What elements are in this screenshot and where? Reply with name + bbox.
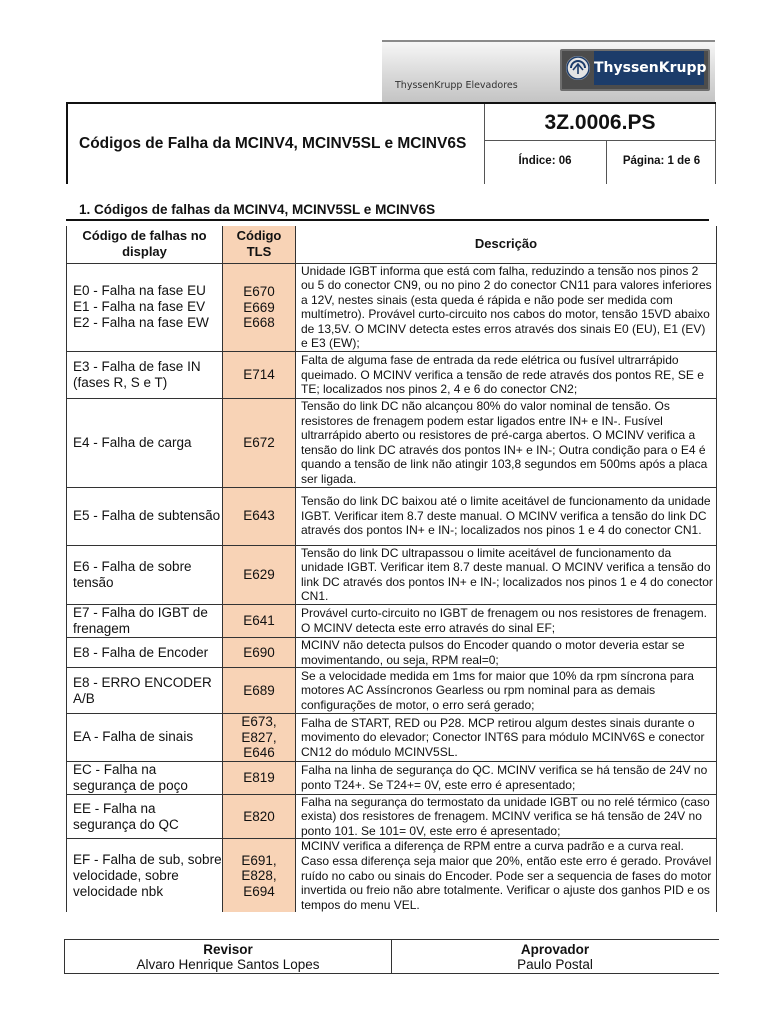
fault-display-code: E8 - Falha de Encoder [67, 638, 223, 668]
revisor-label: Revisor [203, 942, 253, 957]
fault-description: MCINV verifica a diferença de RPM entre a curva padrão e a curva real. Caso essa diferença seja maior que 20%, então este erro é gerado. Provável ruído no cabo ou sinais do Encoder. Pode ser a sequencia de fases do motor invertida ou freio não abre totalmente. Verificar o ajuste dos ganhos PID e os tempos do menu VEL. [296, 839, 717, 912]
table-row [67, 399, 717, 488]
fault-description: Falha na linha de segurança do QC. MCINV verifica se há tensão de 24V no ponto T24+. Se T24+= 0V, este erro é apresentado; [296, 761, 717, 794]
fault-tls-code: E672 [223, 399, 296, 488]
fault-description: Falta de alguma fase de entrada da rede elétrica ou fusível ultrarrápido queimado. O MCINV verifica a tensão de rede através dos pontos RE, SE e TE; localizados nos pinos 2, 4 e 6 do conector CN2; [296, 352, 717, 399]
fault-description: Falha de START, RED ou P28. MCP retirou algum destes sinais durante o movimento do elevador; Conector INT6S para módulo MCINV6S e conector CN12 do módulo MCINV5SL. [296, 714, 717, 762]
fault-description: Tensão do link DC ultrapassou o limite aceitável de funcionamento da unidade IGBT. Verificar item 8.7 deste manual. O MCINV verifica a tensão do link DC através dos pontos IN+ e IN-; localizados nos pinos 1 e 4 do conector CN1. [296, 545, 717, 604]
fault-table-body [67, 263, 717, 912]
fault-display-code: EC - Falha na segurança de poço [67, 761, 223, 794]
table-row [67, 263, 717, 352]
fault-tls-code: E714 [223, 352, 296, 399]
fault-description: Tensão do link DC não alcançou 80% do valor nominal de tensão. Os resistores de frenagem podem estar ligados entre IN+ e IN-. Fusível ultrarrápido aberto ou resistores de pré-carga abertos. O MCINV verifica a tensão do link DC através dos pontos IN+ e IN-; Outra condição para o E4 é quando a tensão de link não atingir 103,8 segundos em 500ms após a placa ser ligada. [296, 399, 717, 488]
fault-display-code: E7 - Falha do IGBT de frenagem [67, 605, 223, 638]
table-row [67, 605, 717, 638]
table-row [67, 487, 717, 545]
table-row [67, 714, 717, 762]
fault-display-code: E3 - Falha de fase IN (fases R, S e T) [67, 352, 223, 399]
fault-description: Unidade IGBT informa que está com falha, reduzindo a tensão nos pinos 2 ou 5 do conector CN9, ou no pino 2 do conector CN11 para valores inferiores a 12V, nestes sinais (esta queda é rápida e não pode ser medida com multímetro). Provável curto-circuito nos cabos do motor, tensão 15VD abaixo de 13,5V. O MCINV detecta estes erros através dos sinais E0 (EU), E1 (EV) e E3 (EW); [296, 263, 717, 352]
fault-display-code: E5 - Falha de subtensão [67, 487, 223, 545]
fault-tls-code: E629 [223, 545, 296, 604]
document-header [66, 102, 716, 184]
column-header-display: Código de falhas no display [67, 226, 223, 263]
fault-description: Tensão do link DC baixou até o limite aceitável de funcionamento da unidade IGBT. Verificar item 8.7 deste manual. O MCINV verifica a tensão do link DC através dos pontos IN+ e IN-; localizados nos pinos 1 e 4 do conector CN1. [296, 487, 717, 545]
table-row [67, 352, 717, 399]
aprovador-label: Aprovador [520, 942, 590, 957]
document-code: 3Z.0006.PS [544, 111, 656, 134]
fault-tls-code: E689 [223, 668, 296, 714]
fault-display-code: E0 - Falha na fase EU E1 - Falha na fase EV E2 - Falha na fase EW [67, 263, 223, 352]
table-row [67, 794, 717, 839]
table-row [67, 668, 717, 714]
fault-description: Falha na segurança do termostato da unidade IGBT ou no relé térmico (caso exista) dos resistores de frenagem. MCINV verifica se há tensão de 24V no ponto 101. Se 101= 0V, este erro é apresentado; [296, 794, 717, 839]
fault-tls-code: E643 [223, 487, 296, 545]
signature-block [64, 939, 719, 974]
company-logo [560, 49, 710, 91]
table-row [67, 545, 717, 604]
fault-tls-code: E819 [223, 761, 296, 794]
table-row [67, 638, 717, 668]
fault-display-code: E4 - Falha de carga [67, 399, 223, 488]
fault-display-code: E6 - Falha de sobre tensão [67, 545, 223, 604]
fault-tls-code: E641 [223, 605, 296, 638]
section-divider [66, 219, 709, 221]
fault-tls-code: E820 [223, 794, 296, 839]
document-title: Códigos de Falha da MCINV4, MCINV5SL e MCINV6S [79, 135, 467, 152]
logo-wordmark: ThyssenKrupp [594, 51, 704, 85]
logo-banner [382, 40, 715, 102]
fault-codes-table [66, 226, 717, 912]
fault-description: Provável curto-circuito no IGBT de frenagem ou nos resistores de frenagem. O MCINV detecta este erro através do sinal EF; [296, 605, 717, 638]
section-heading: 1. Códigos de falhas da MCINV4, MCINV5SL e MCINV6S [79, 202, 436, 217]
revisor-cell [65, 942, 391, 972]
fault-display-code: EE - Falha na segurança do QC [67, 794, 223, 839]
table-row [67, 839, 717, 912]
fault-tls-code: E670 E669 E668 [223, 263, 296, 352]
fault-description: Se a velocidade medida em 1ms for maior que 10% da rpm síncrona para motores AC Assíncronos Gearless ou rpm nominal para as demais configurações de motor, o erro será gerado; [296, 668, 717, 714]
fault-display-code: E8 - ERRO ENCODER A/B [67, 668, 223, 714]
column-header-description: Descrição [296, 226, 717, 263]
document-index: Índice: 06 [518, 155, 572, 167]
column-header-tls: Código TLS [223, 226, 296, 263]
fault-tls-code: E691, E828, E694 [223, 839, 296, 912]
fault-tls-code: E690 [223, 638, 296, 668]
banner-subtitle: ThyssenKrupp Elevadores [395, 80, 518, 91]
aprovador-name: Paulo Postal [517, 957, 593, 972]
emblem-icon [566, 56, 590, 80]
fault-tls-code: E673, E827, E646 [223, 714, 296, 762]
aprovador-cell [392, 942, 718, 972]
revisor-name: Alvaro Henrique Santos Lopes [136, 957, 320, 972]
fault-description: MCINV não detecta pulsos do Encoder quando o motor deveria estar se movimentando, ou seja, RPM real=0; [296, 638, 717, 668]
fault-display-code: EF - Falha de sub, sobre velocidade, sobre velocidade nbk [67, 839, 223, 912]
table-row [67, 761, 717, 794]
fault-display-code: EA - Falha de sinais [67, 714, 223, 762]
page-number: Página: 1 de 6 [622, 155, 701, 167]
